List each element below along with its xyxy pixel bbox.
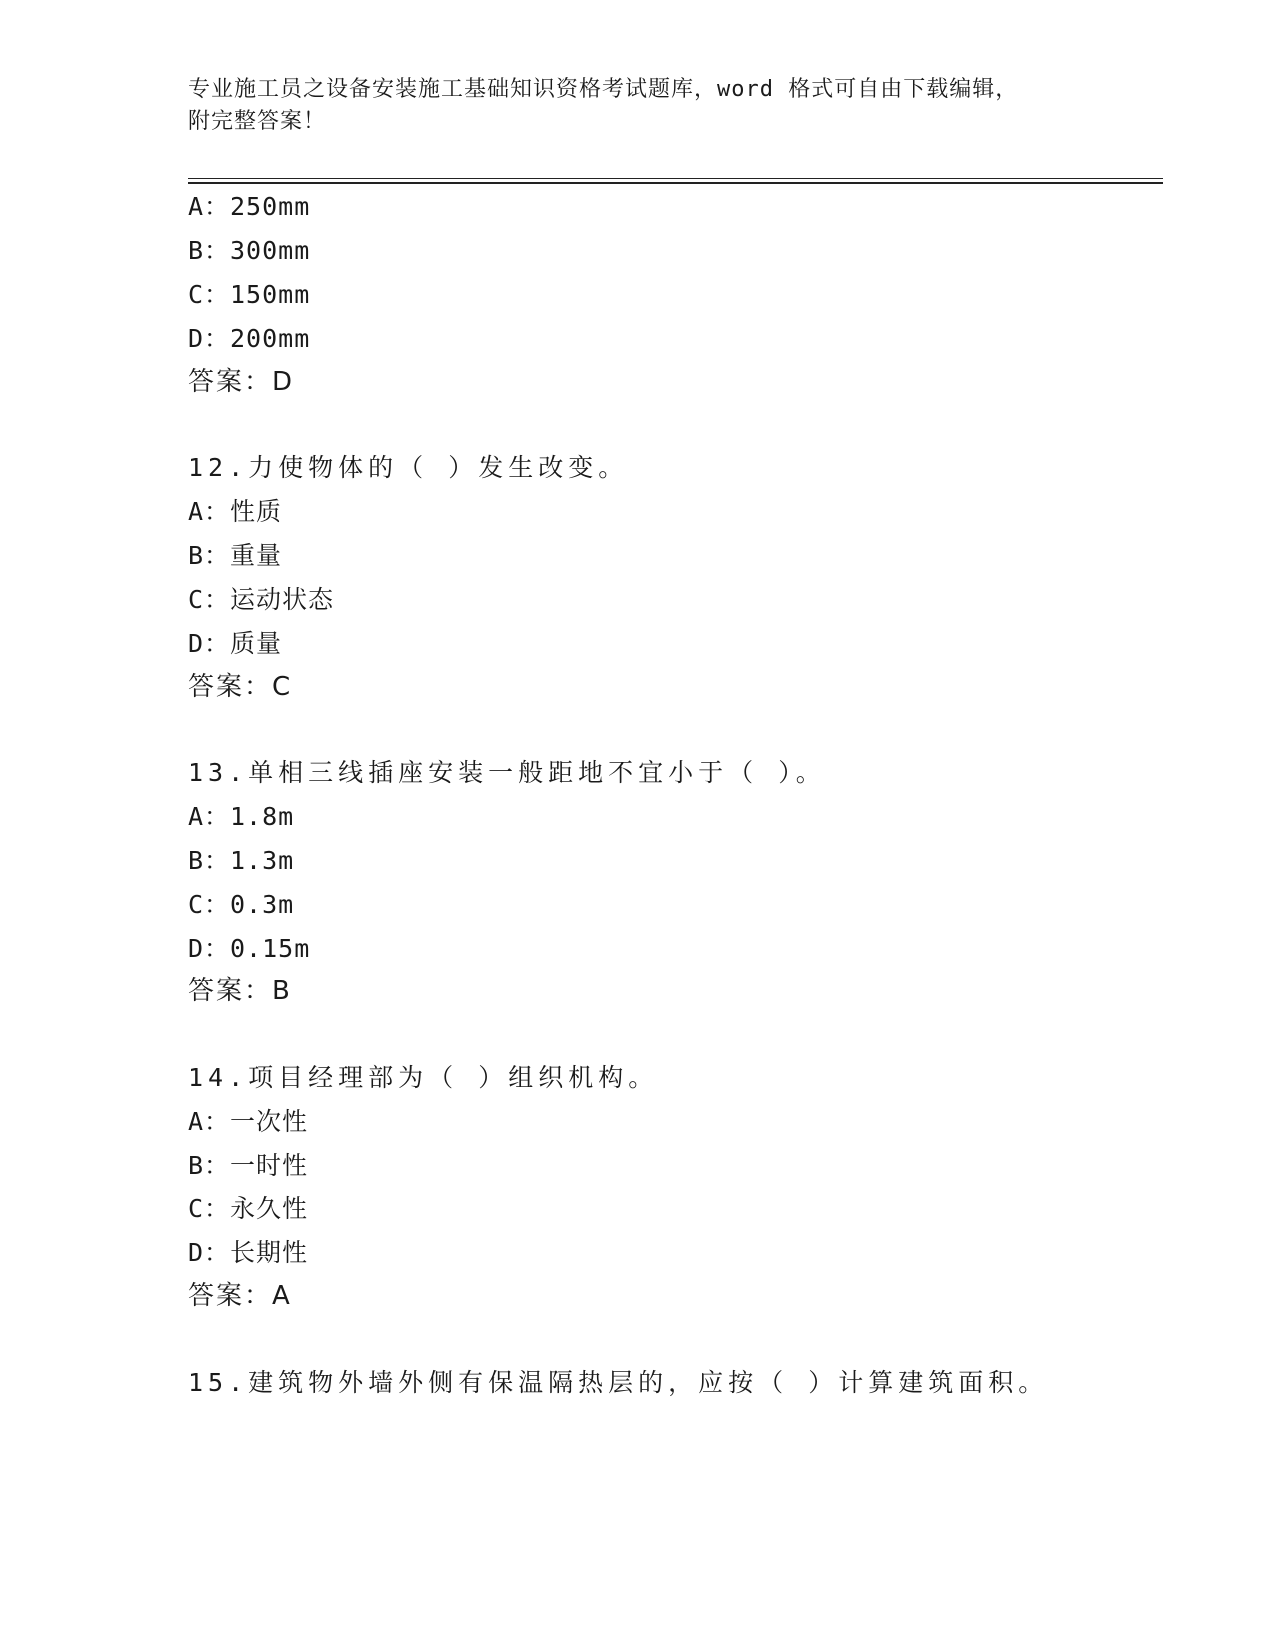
option-label: A： [188,1107,231,1136]
option-label: B： [188,541,231,570]
option-label: B： [188,846,231,875]
option-label: C： [188,1194,231,1223]
question-text: 14.项目经理部为（ ）组织机构。 [188,1063,659,1092]
option-b [188,844,294,878]
option-text: 150mm [230,280,311,309]
option-label: D： [188,629,231,658]
option-text: 长期性 [230,1238,309,1267]
option-a [188,1105,308,1139]
question-text: 12.力使物体的（ ）发生改变。 [188,453,629,482]
option-d [188,1236,308,1270]
option-text: 性质 [230,497,283,526]
answer-line: 答案：B [188,976,292,1006]
option-c [188,888,294,922]
answer-line: 答案：A [188,1281,292,1311]
option-c [188,1192,308,1226]
option-text: 0.15m [230,934,311,963]
header-line-1: 专业施工员之设备安装施工基础知识资格考试题库，word 格式可自由下载编辑， [188,77,1019,102]
option-text: 运动状态 [230,585,335,614]
option-b [188,1149,308,1183]
document-header [188,74,1088,138]
option-c [188,278,310,312]
question-text: 15.建筑物外墙外侧有保温隔热层的，应按（ ）计算建筑面积。 [188,1368,1049,1397]
option-label: B： [188,1151,231,1180]
option-label: C： [188,280,231,309]
header-divider-thick [188,182,1163,184]
option-label: D： [188,934,231,963]
option-text: 0.3m [230,890,295,919]
option-label: C： [188,585,231,614]
option-d [188,322,310,356]
option-a [188,800,294,834]
header-line-2: 附完整答案！ [188,109,327,134]
header-divider-thin [188,178,1163,179]
option-label: C： [188,890,231,919]
option-label: D： [188,324,231,353]
option-d [188,627,282,661]
option-text: 永久性 [230,1194,309,1223]
option-label: D： [188,1238,231,1267]
option-text: 250mm [230,192,311,221]
option-text: 1.3m [230,846,295,875]
option-d [188,932,310,966]
answer-line: 答案：D [188,367,295,397]
option-text: 质量 [230,629,283,658]
option-label: A： [188,192,231,221]
answer-line: 答案：C [188,672,293,702]
option-label: A： [188,802,231,831]
option-a [188,495,282,529]
question-text: 13.单相三线插座安装一般距地不宜小于（ ）。 [188,758,826,787]
option-text: 重量 [230,541,283,570]
option-text: 一次性 [230,1107,309,1136]
option-text: 1.8m [230,802,295,831]
option-label: B： [188,236,231,265]
option-a [188,190,310,224]
option-text: 一时性 [230,1151,309,1180]
option-b [188,234,310,268]
option-label: A： [188,497,231,526]
option-text: 300mm [230,236,311,265]
option-b [188,539,282,573]
option-c [188,583,334,617]
option-text: 200mm [230,324,311,353]
